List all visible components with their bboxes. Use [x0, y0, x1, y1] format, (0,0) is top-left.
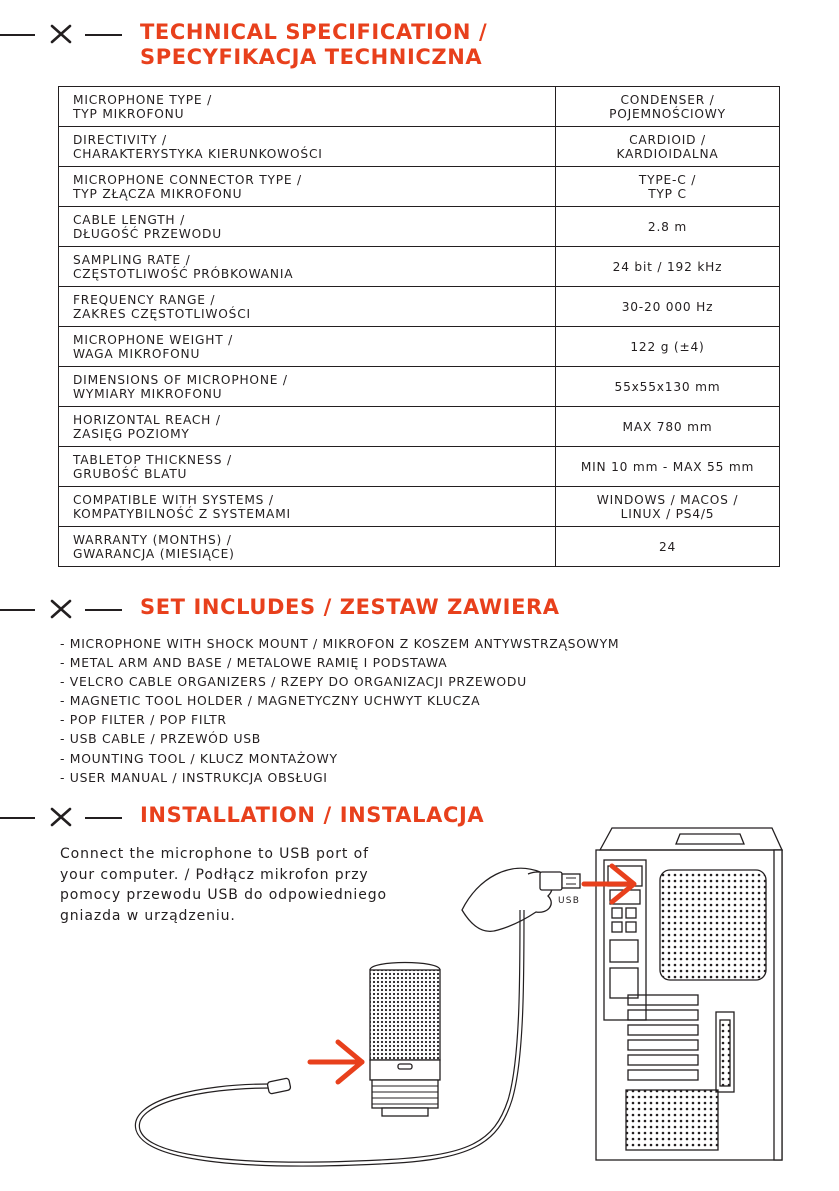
- spec-label: CABLE LENGTH / DŁUGOŚĆ PRZEWODU: [59, 207, 556, 247]
- list-item: - MICROPHONE WITH SHOCK MOUNT / MIKROFON Z KOSZEM ANTYWSTRZĄSOWYM: [60, 636, 620, 651]
- table-row: [59, 247, 780, 287]
- specs-header: [0, 22, 839, 82]
- spec-value: CARDIOID / KARDIOIDALNA: [556, 127, 780, 167]
- list-item: - MAGNETIC TOOL HOLDER / MAGNETYCZNY UCHWYT KLUCZA: [60, 693, 481, 709]
- table-row: [59, 407, 780, 447]
- spec-value: WINDOWS / MACOS / LINUX / PS4/5: [556, 487, 780, 527]
- list-item: - USER MANUAL / INSTRUKCJA OBSŁUGI: [60, 769, 328, 785]
- installation-instructions: Connect the microphone to USB port of your computer. / Podłącz mikrofon przy pomocy przewodu USB do odpowiedniego gniazda w urządzeniu.: [60, 846, 387, 924]
- usb-label: USB: [558, 896, 581, 906]
- divider-line: [0, 34, 35, 36]
- spec-label: WARRANTY (MONTHS) / GWARANCJA (MIESIĄCE): [59, 527, 556, 567]
- spec-label: TABLETOP THICKNESS / GRUBOŚĆ BLATU: [59, 447, 556, 487]
- section-title-specs: TECHNICAL SPECIFICATION / SPECYFIKACJA TECHNICZNA: [140, 20, 488, 69]
- spec-value: CONDENSER / POJEMNOŚCIOWY: [556, 87, 780, 127]
- spec-table: [58, 86, 780, 567]
- x-logo-icon: [50, 22, 74, 46]
- section-title-installation: INSTALLATION / INSTALACJA: [140, 803, 485, 827]
- spec-label: COMPATIBLE WITH SYSTEMS / KOMPATYBILNOŚĆ Z SYSTEMAMI: [59, 487, 556, 527]
- table-row: [59, 487, 780, 527]
- table-row: [59, 207, 780, 247]
- table-row: [59, 127, 780, 167]
- installation-illustration: [0, 800, 839, 1180]
- microphone: [370, 963, 440, 1117]
- x-logo-icon: [50, 597, 74, 621]
- spec-value: MIN 10 mm - MAX 55 mm: [556, 447, 780, 487]
- spec-value: 122 g (±4): [556, 327, 780, 367]
- list-item: - VELCRO CABLE ORGANIZERS / RZEPY DO ORGANIZACJI PRZEWODU: [60, 674, 527, 690]
- table-row: [59, 447, 780, 487]
- table-row: [59, 87, 780, 127]
- arrow-to-computer-icon: [584, 866, 634, 902]
- spec-label: SAMPLING RATE / CZĘSTOTLIWOŚĆ PRÓBKOWANIA: [59, 247, 556, 287]
- list-item: - METAL ARM AND BASE / METALOWE RAMIĘ I PODSTAWA: [60, 655, 448, 671]
- spec-value: 24: [556, 527, 780, 567]
- table-row: [59, 367, 780, 407]
- spec-value: MAX 780 mm: [556, 407, 780, 447]
- usb-cable: [139, 910, 520, 1162]
- table-row: [59, 527, 780, 567]
- spec-label: MICROPHONE TYPE / TYP MIKROFONU: [59, 87, 556, 127]
- list-item: - MOUNTING TOOL / KLUCZ MONTAŻOWY: [60, 750, 338, 766]
- spec-label: MICROPHONE WEIGHT / WAGA MIKROFONU: [59, 327, 556, 367]
- divider-line: [85, 609, 122, 611]
- table-row: [59, 327, 780, 367]
- table-row: [59, 287, 780, 327]
- spec-label: MICROPHONE CONNECTOR TYPE / TYP ZŁĄCZA MIKROFONU: [59, 167, 556, 207]
- divider-line: [0, 609, 35, 611]
- divider-line: [85, 34, 122, 36]
- usb-c-plug: [267, 1078, 291, 1094]
- arrow-to-microphone-icon: [310, 1042, 362, 1082]
- spec-value: 30-20 000 Hz: [556, 287, 780, 327]
- table-row: [59, 167, 780, 207]
- spec-value: 24 bit / 192 kHz: [556, 247, 780, 287]
- spec-label: DIMENSIONS OF MICROPHONE / WYMIARY MIKROFONU: [59, 367, 556, 407]
- spec-value: 2.8 m: [556, 207, 780, 247]
- list-item: - USB CABLE / PRZEWÓD USB: [60, 731, 262, 747]
- spec-label: DIRECTIVITY / CHARAKTERYSTYKA KIERUNKOWOŚCI: [59, 127, 556, 167]
- spec-value: TYPE-C / TYP C: [556, 167, 780, 207]
- spec-value: 55x55x130 mm: [556, 367, 780, 407]
- list-item: - POP FILTER / POP FILTR: [60, 712, 227, 728]
- includes-list: [60, 634, 619, 787]
- spec-label: FREQUENCY RANGE / ZAKRES CZĘSTOTLIWOŚCI: [59, 287, 556, 327]
- section-title-includes: SET INCLUDES / ZESTAW ZAWIERA: [140, 595, 560, 619]
- spec-label: HORIZONTAL REACH / ZASIĘG POZIOMY: [59, 407, 556, 447]
